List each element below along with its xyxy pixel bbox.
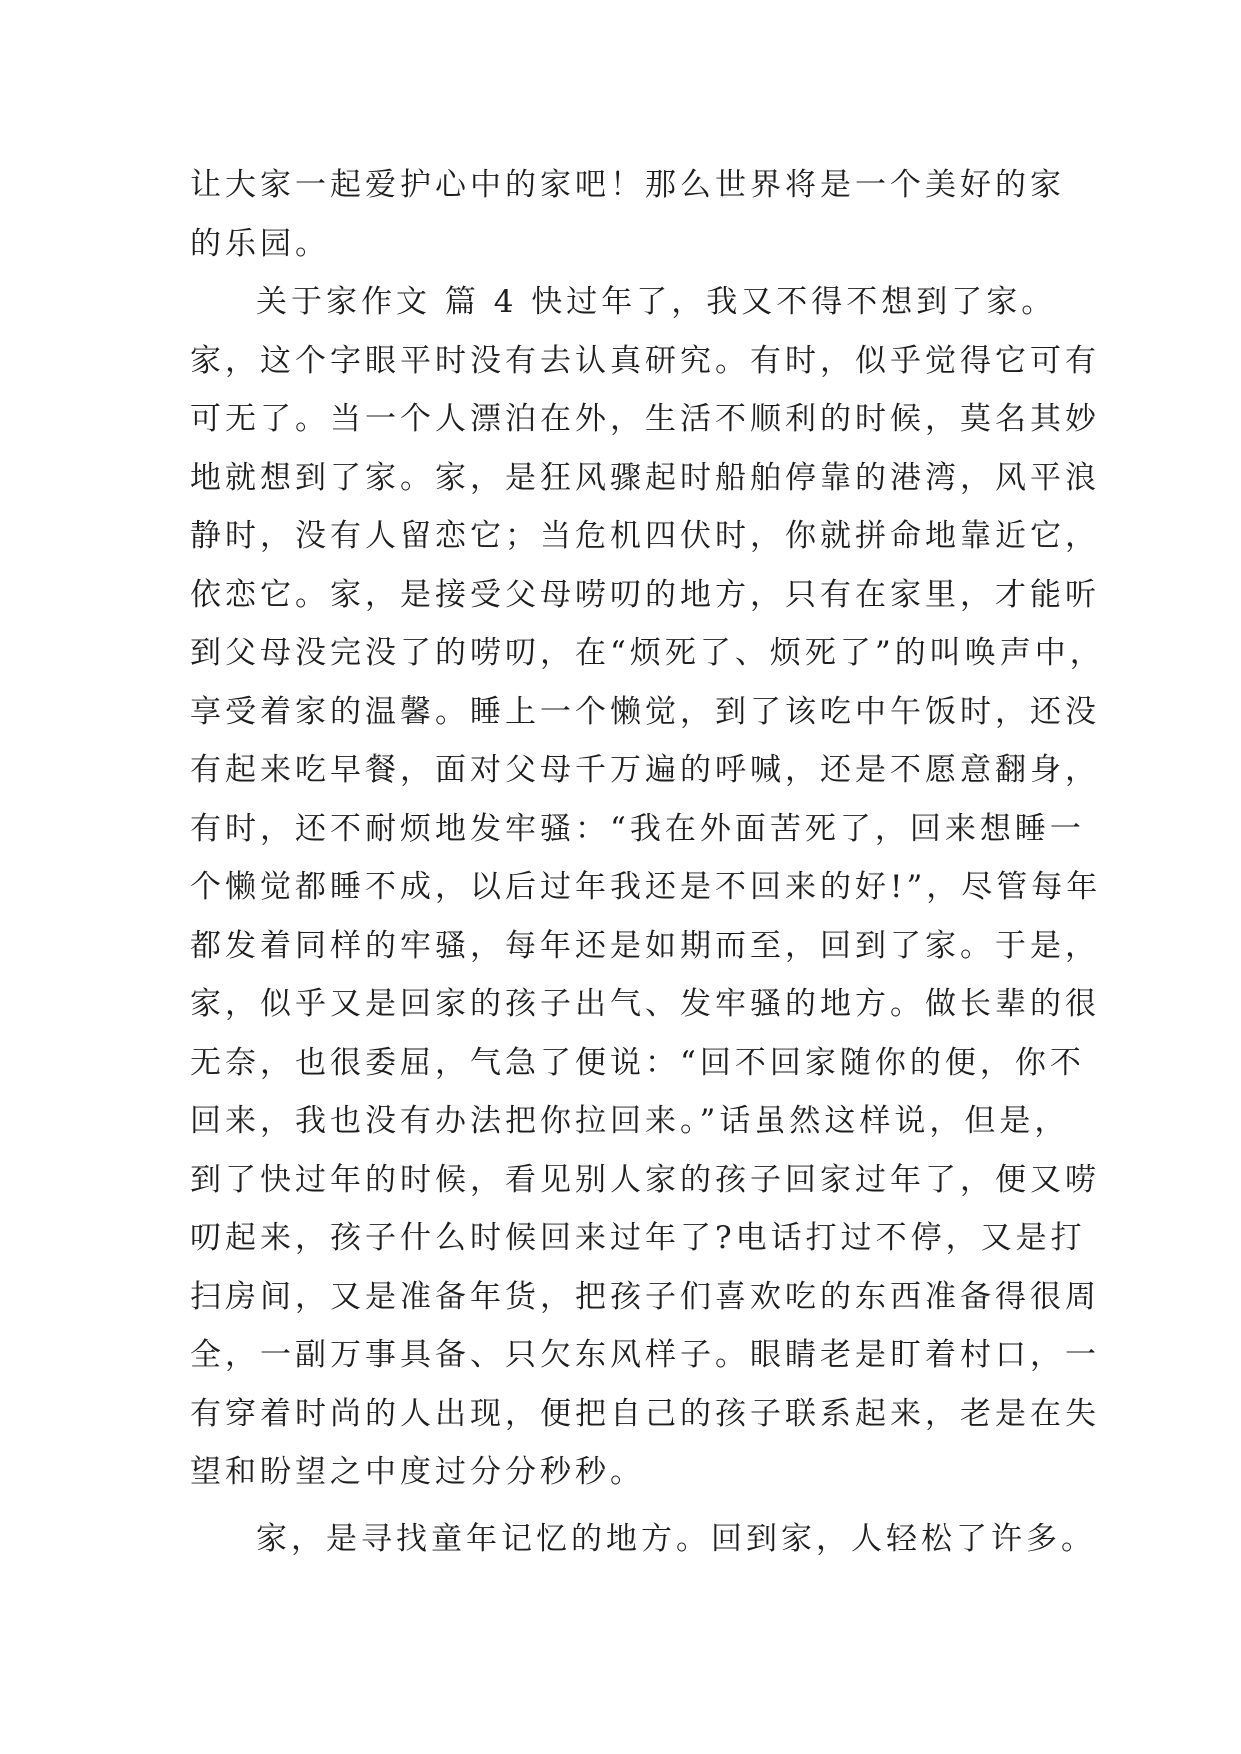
text-line: 无奈，也很委屈，气急了便说：“回不回家随你的便，你不 (190, 1044, 1085, 1081)
text-line: 家，似乎又是回家的孩子出气、发牢骚的地方。做长辈的很 (190, 986, 1100, 1022)
text-line: 有时，还不耐烦地发牢骚：“我在外面苦死了，回来想睡一 (190, 810, 1085, 847)
text-line: 有起来吃早餐，面对父母千万遍的呼喊，还是不愿意翻身， (190, 752, 1100, 788)
text-line: 静时，没有人留恋它；当危机四伏时，你就拼命地靠近它， (190, 518, 1100, 554)
text-line: 让大家一起爱护心中的家吧！那么世界将是一个美好的家 (190, 167, 1065, 203)
text-line: 个懒觉都睡不成，以后过年我还是不回来的好!”，尽管每年 (190, 869, 1102, 905)
text-line: 的乐园。 (190, 225, 330, 262)
text-line: 依恋它。家，是接受父母唠叨的地方，只有在家里，才能听 (190, 576, 1100, 613)
essay-body (190, 156, 1105, 1568)
text-line: 扫房间，又是准备年货，把孩子们喜欢吃的东西准备得很周 (190, 1278, 1100, 1315)
text-line: 有穿着时尚的人出现，便把自己的孩子联系起来，老是在失 (190, 1395, 1100, 1432)
text-line: 享受着家的温馨。睡上一个懒觉，到了该吃中午饭时，还没 (190, 693, 1100, 730)
paragraph-start-line: 家，是寻找童年记忆的地方。回到家，人轻松了许多。 (256, 1520, 1096, 1557)
text-line: 叨起来，孩子什么时候回来过年了?电话打过不停，又是打 (190, 1220, 1086, 1256)
text-line: 到了快过年的时候，看见别人家的孩子回家过年了，便又唠 (190, 1161, 1100, 1198)
text-line: 地就想到了家。家，是狂风骤起时船舶停靠的港湾，风平浪 (190, 459, 1100, 496)
section-heading-line: 关于家作文 篇 4 快过年了，我又不得不想到了家。 (256, 284, 1057, 320)
text-line: 可无了。当一个人漂泊在外，生活不顺利的时候，莫名其妙 (190, 401, 1100, 437)
text-line: 到父母没完没了的唠叨，在“烦死了、烦死了”的叫唤声中， (190, 635, 1105, 671)
text-line: 全，一副万事具备、只欠东风样子。眼睛老是盯着村口，一 (190, 1337, 1100, 1373)
text-line: 望和盼望之中度过分分秒秒。 (190, 1454, 645, 1490)
text-line: 都发着同样的牢骚，每年还是如期而至，回到了家。于是， (190, 927, 1100, 964)
paragraph-gap (190, 1502, 1090, 1510)
text-line: 回来，我也没有办法把你拉回来。”话虽然这样说，但是， (190, 1103, 1070, 1139)
text-line: 家，这个字眼平时没有去认真研究。有时，似乎觉得它可有 (190, 342, 1100, 379)
